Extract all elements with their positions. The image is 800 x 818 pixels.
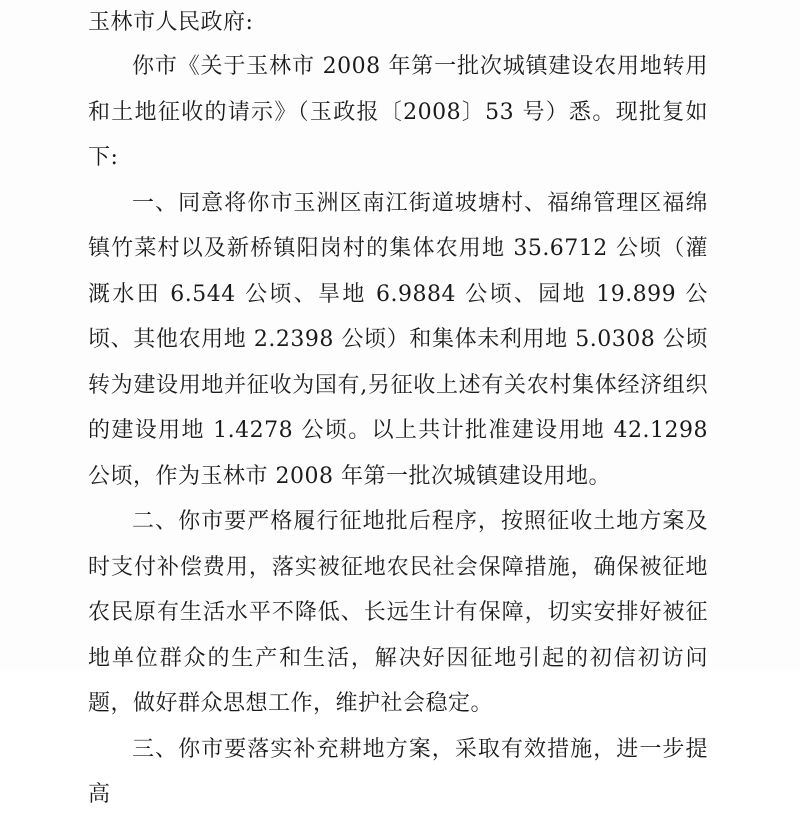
paragraph-request-reference: 你市《关于玉林市 2008 年第一批次城镇建设农用地转用和土地征收的请示》（玉政报〔2008〕53 号）悉。现批复如下: [88,54,708,170]
salutation: 玉林市人民政府: [88,10,254,35]
document-body [88,8,708,818]
paragraph-approval-clause-3: 三、你市要落实补充耕地方案，采取有效措施，进一步提高 [88,736,708,807]
paragraph-approval-clause-1: 一、同意将你市玉洲区南江街道坡塘村、福绵管理区福绵镇竹菜村以及新桥镇阳岗村的集体农用地 35.6712 公顷（灌溉水田 6.544 公顷、旱地 6.9884 公顷、园地 19.899 公顷、其他农用地 2.2398 公顷）和集体未利用地 5.0308 公顷转为建设用地并征收为国有,另征收上述有关农村集体经济组织的建设用地 1.4278 公顷。以上共计批准建设用地 42.1298 公顷，作为玉林市 2008 年第一批次城镇建设用地。 [88,190,708,489]
paragraph-approval-clause-2: 二、你市要严格履行征地批后程序，按照征收土地方案及时支付补偿费用，落实被征地农民社会保障措施，确保被征地农民原有生活水平不降低、长远生计有保障，切实安排好被征地单位群众的生产和生活，解决好因征地引起的初信初访问题，做好群众思想工作，维护社会稳定。 [88,509,708,716]
